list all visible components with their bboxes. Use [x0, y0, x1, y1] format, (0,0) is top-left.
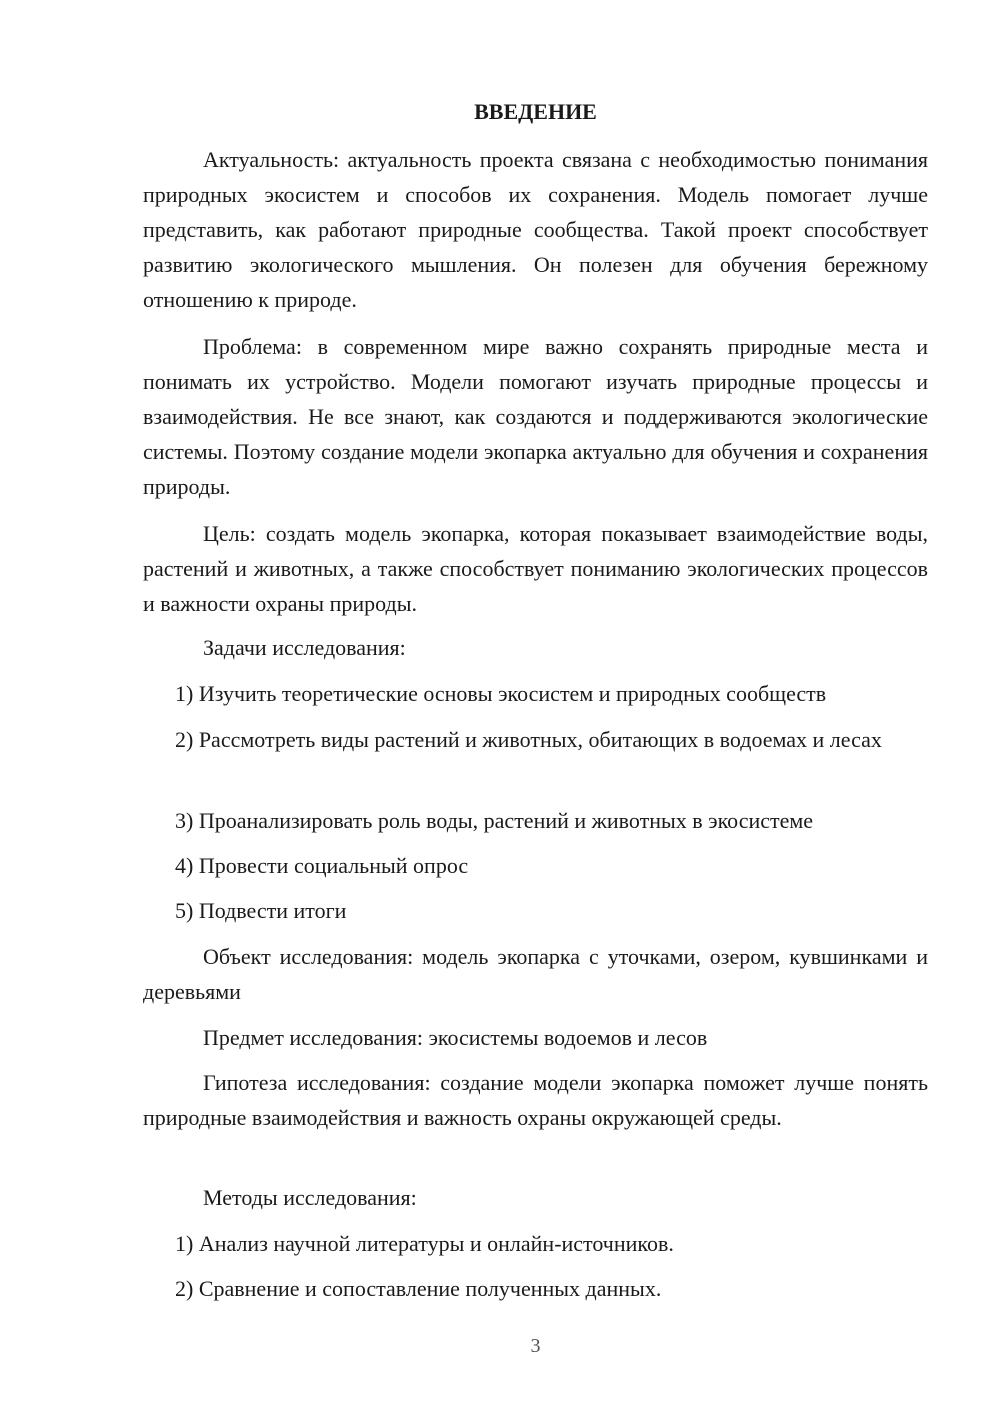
methods-heading: Методы исследования:: [203, 1185, 417, 1210]
object-paragraph: Объект исследования: модель экопарка с уточками, озером, кувшинками и деревьями: [143, 944, 928, 1004]
task-item-4: 4) Провести социальный опрос: [175, 853, 469, 878]
task-item-5: 5) Подвести итоги: [175, 898, 347, 923]
page-number: 3: [530, 1335, 541, 1357]
hypothesis-paragraph: Гипотеза исследования: создание модели экопарка поможет лучше понять природные взаимодействия и важность охраны окружающей среды.: [143, 1070, 928, 1130]
document-page: [143, 0, 928, 1414]
task-item-3: 3) Проанализировать роль воды, растений и животных в экосистеме: [175, 808, 814, 833]
method-item-1: 1) Анализ научной литературы и онлайн-источников.: [175, 1231, 674, 1256]
subject-paragraph: Предмет исследования: экосистемы водоемов и лесов: [203, 1025, 708, 1050]
tasks-heading: Задачи исследования:: [203, 635, 406, 660]
task-item-2: 2) Рассмотреть виды растений и животных, обитающих в водоемах и лесах: [175, 727, 882, 752]
problem-paragraph: Проблема: в современном мире важно сохранять природные места и понимать их устройство. Модели помогают изучать природные процессы и взаимодействия. Не все знают, как создаются и поддерживаются экологические системы. Поэтому создание модели экопарка актуально для обучения и сохранения природы.: [143, 334, 928, 499]
task-item-1: 1) Изучить теоретические основы экосистем и природных сообществ: [175, 681, 827, 706]
section-title: ВВЕДЕНИЕ: [474, 99, 597, 124]
relevance-paragraph: Актуальность: актуальность проекта связана с необходимостью понимания природных экосистем и способов их сохранения. Модель помогает лучше представить, как работают природные сообщества. Такой проект способствует развитию экологического мышления. Он полезен для обучения бережному отношению к природе.: [143, 147, 928, 312]
method-item-2: 2) Сравнение и сопоставление полученных данных.: [175, 1276, 662, 1301]
goal-paragraph: Цель: создать модель экопарка, которая показывает взаимодействие воды, растений и животных, а также способствует пониманию экологических процессов и важности охраны природы.: [143, 521, 928, 616]
